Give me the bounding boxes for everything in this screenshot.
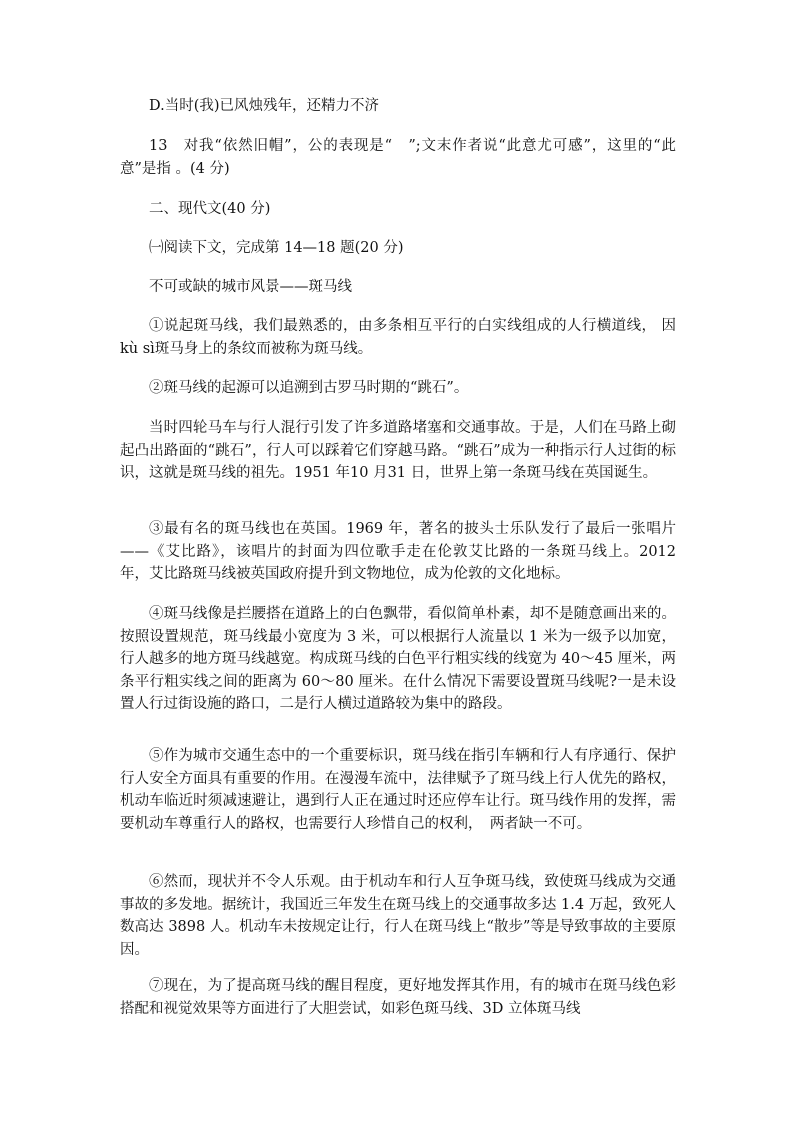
section-heading: 二、现代文(40 分) <box>149 201 271 217</box>
paragraph-2: ②斑马线的起源可以追溯到古罗马时期的“跳石”。 <box>149 380 469 396</box>
paragraph-1: ①说起斑马线，我们最熟悉的，由多条相互平行的白实线组成的人行横道线， 因kù sì斑马身上的条纹而被称为斑马线。 <box>120 318 676 357</box>
paragraph-6: ⑥然而，现状并不令人乐观。由于机动车和行人互争斑马线，致使斑马线成为交通事故的多发地。据统计，我国近三年发生在斑马线上的交通事故多达 1.4 万起，致死人数高达 3898 人。机动车未按规定让行，行人在斑马线上“散步”等是导致事故的主要原因。 <box>120 874 676 958</box>
paragraph-7: ⑦现在，为了提高斑马线的醒目程度，更好地发挥其作用，有的城市在斑马线色彩搭配和视觉效果等方面进行了大胆尝试，如彩色斑马线、3D 立体斑马线 <box>120 978 676 1017</box>
question-13: 13 对我“依然旧帽”，公的表现是“ ”;文末作者说“此意尤可感”，这里的“此意”是指 。(4 分) <box>120 138 676 177</box>
paragraph-origin: 当时四轮马车与行人混行引发了许多道路堵塞和交通事故。于是，人们在马路上砌起凸出路面的“跳石”，行人可以踩着它们穿越马路。“跳石”成为一种指示行人过街的标识，这就是斑马线的祖先。1951 年10 月31 日，世界上第一条斑马线在英国诞生。 <box>120 420 676 481</box>
paragraph-5: ⑤作为城市交通生态中的一个重要标识，斑马线在指引车辆和行人有序通行、保护行人安全方面具有重要的作用。在漫漫车流中，法律赋予了斑马线上行人优先的路权，机动车临近时须减速避让，遇到行人正在通过时还应停车让行。斑马线作用的发挥，需要机动车尊重行人的路权，也需要行人珍惜自己的权利， 两者缺一不可。 <box>120 748 676 832</box>
paragraph-3: ③最有名的斑马线也在英国。1969 年，著名的披头士乐队发行了最后一张唱片——《艾比路》，该唱片的封面为四位歌手走在伦敦艾比路的一条斑马线上。2012 年，艾比路斑马线被英国政府提升到文物地位，成为伦敦的文化地标。 <box>120 521 676 582</box>
paragraph-4: ④斑马线像是拦腰搭在道路上的白色飘带，看似简单朴素，却不是随意画出来的。按照设置规范，斑马线最小宽度为 3 米，可以根据行人流量以 1 米为一级予以加宽，行人越多的地方斑马线越宽。构成斑马线的白色平行粗实线的线宽为 40～45 厘米，两条平行粗实线之间的距离为 60～80 厘米。在什么情况下需要设置斑马线呢?一是未设置人行过街设施的路口，二是行人横过道路较为集中的路段。 <box>120 606 676 712</box>
reading-instruction: ㈠阅读下文，完成第 14—18 题(20 分) <box>149 240 404 256</box>
article-title: 不可或缺的城市风景——斑马线 <box>149 279 352 295</box>
answer-option-d: D.当时(我)已风烛残年，还精力不济 <box>149 98 380 114</box>
